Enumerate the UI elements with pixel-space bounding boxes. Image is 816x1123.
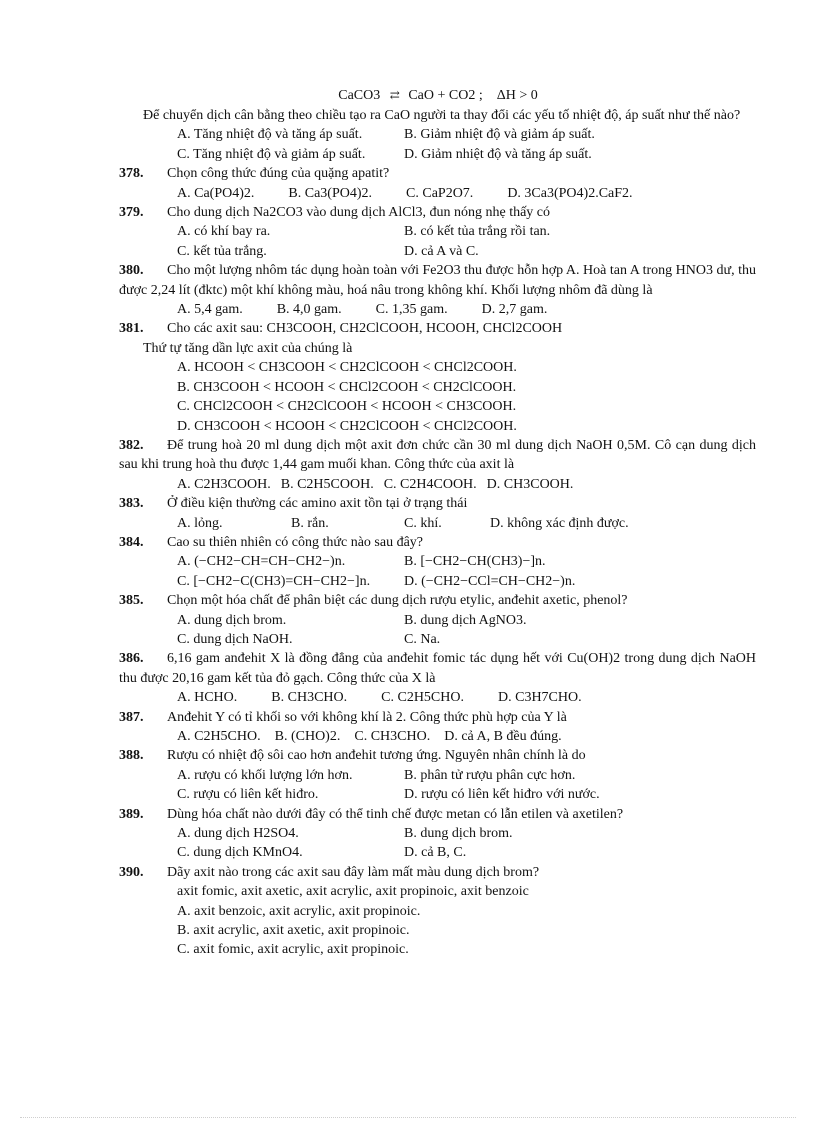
option-a: A. C2H3COOH. [177, 476, 271, 492]
question-text: Ở điều kiện thường các amino axit tồn tại ở trạng thái [167, 496, 468, 512]
options [177, 824, 756, 863]
options [177, 611, 756, 650]
option-a: A. rượu có khối lượng lớn hơn. [177, 767, 353, 783]
question-number: 382. [119, 437, 144, 453]
option-b: B. CH3CHO. [271, 690, 348, 706]
eq-lhs: CaCO3 [338, 88, 381, 103]
question-385 [119, 591, 756, 649]
option-d: D. C3H7CHO. [498, 690, 582, 706]
question-390 [119, 863, 756, 960]
question-382 [119, 436, 756, 494]
option-c: C. rượu có liên kết hiđro. [177, 787, 319, 803]
question-number: 387. [119, 709, 144, 725]
eq-dh: ΔH > 0 [496, 88, 538, 103]
option-a: A. (−CH2−CH=CH−CH2−)n. [177, 554, 346, 570]
question-number: 384. [119, 534, 144, 550]
question-number: 383. [119, 496, 144, 512]
question-377-body [143, 106, 756, 125]
option-d: D. CH3COOH < HCOOH < CH2ClCOOH < CHCl2COOH. [177, 418, 517, 434]
option-c: C. C2H5CHO. [381, 690, 464, 706]
option-d: D. CH3COOH. [486, 476, 574, 492]
option-b: B. (CHO)2. [274, 729, 341, 744]
option-a: A. HCOOH < CH3COOH < CH2ClCOOH < CHCl2COOH. [177, 360, 517, 376]
option-c: C. C2H4COOH. [383, 476, 477, 492]
question-text: Chọn công thức đúng của quặng apatit? [167, 166, 390, 182]
option-c: C. khí. [404, 515, 442, 531]
question-389 [119, 805, 756, 863]
question-text: 6,16 gam anđehit X là đồng đẳng của anđehit fomic tác dụng hết với Cu(OH)2 trong dung dịch NaOH thu được 20,16 gam kết tủa đỏ gạch. Công thức của X là [119, 651, 756, 686]
option-c: C. dung dịch KMnO4. [177, 845, 303, 861]
question-387 [119, 708, 756, 747]
question-text: Để chuyển dịch cân bằng theo chiều tạo ra CaO người ta thay đổi các yếu tố nhiệt độ, áp suất như thế nào? [143, 108, 741, 123]
question-text: Rượu có nhiệt độ sôi cao hơn anđehit tương ứng. Nguyên nhân chính là do [167, 748, 586, 764]
option-a: A. dung dịch H2SO4. [177, 826, 299, 842]
option-b: B. axit acrylic, axit axetic, axit propinoic. [177, 923, 410, 939]
page-bottom-divider [20, 1117, 796, 1118]
question-384 [119, 533, 756, 591]
option-d: C. Na. [404, 631, 441, 647]
equilibrium-equation [0, 86, 816, 106]
options [177, 222, 756, 261]
question-text: Cho dung dịch Na2CO3 vào dung dịch AlCl3, đun nóng nhẹ thấy có [167, 205, 551, 221]
question-383 [119, 494, 756, 533]
option-b: B. [−CH2−CH(CH3)−]n. [404, 554, 546, 570]
option-d: D. cả A và C. [404, 243, 479, 259]
option-a: A. axit benzoic, axit acrylic, axit propinoic. [177, 903, 421, 919]
option-c: C. CH3CHO. [354, 729, 431, 744]
option-c: C. axit fomic, axit acrylic, axit propinoic. [177, 942, 409, 958]
option-d: D. cả B, C. [404, 845, 467, 861]
question-text: Cho các axit sau: CH3COOH, CH2ClCOOH, HCOOH, CHCl2COOH [167, 321, 563, 337]
question-number: 378. [119, 166, 144, 182]
option-b: B. C2H5COOH. [280, 476, 374, 492]
question-text: Chọn một hóa chất để phân biệt các dung dịch rượu etylic, anđehit axetic, phenol? [167, 593, 628, 609]
question-text: Cao su thiên nhiên có công thức nào sau đây? [167, 534, 424, 550]
options [177, 514, 756, 533]
question-378 [119, 164, 756, 203]
option-a: A. Ca(PO4)2. [177, 185, 255, 201]
option-d: D. (−CH2−CCl=CH−CH2−)n. [404, 573, 576, 589]
option-b: B. dung dịch brom. [404, 826, 513, 842]
option-b: B. Giảm nhiệt độ và giảm áp suất. [404, 127, 595, 143]
options [177, 475, 756, 494]
option-c: C. CHCl2COOH < CH2ClCOOH < HCOOH < CH3COOH. [177, 399, 517, 415]
option-d: D. 2,7 gam. [481, 302, 548, 318]
question-number: 381. [119, 321, 144, 337]
options [177, 882, 756, 960]
question-number: 380. [119, 263, 144, 279]
equilibrium-arrows-icon: ⇄ [389, 88, 399, 102]
question-text: Dãy axit nào trong các axit sau đây làm mất màu dung dịch brom? [167, 864, 540, 880]
option-b: B. rắn. [291, 515, 329, 531]
option-c: C. kết tủa trắng. [177, 243, 267, 259]
eq-rhs: CaO + CO2 ; [408, 88, 483, 103]
question-number: 388. [119, 748, 144, 764]
option-a: A. C2H5CHO. [177, 729, 261, 744]
options [177, 688, 756, 707]
option-a: A. 5,4 gam. [177, 302, 243, 318]
options [177, 727, 756, 746]
option-d: D. cả A, B đều đúng. [444, 729, 562, 744]
option-a: A. HCHO. [177, 690, 238, 706]
question-text: Cho một lượng nhôm tác dụng hoàn toàn với Fe2O3 thu được hỗn hợp A. Hoà tan A trong HNO3 dư, thu được 2,24 lít (đktc) một khí không màu, hoá nâu trong không khí. Khối lượng nhôm đã dùng là [119, 263, 756, 298]
option-c: C. CaP2O7. [406, 185, 474, 201]
option-b: B. 4,0 gam. [276, 302, 342, 318]
question-386 [119, 649, 756, 707]
option-d: D. 3Ca3(PO4)2.CaF2. [507, 185, 633, 201]
option-c: C. Tăng nhiệt độ và giảm áp suất. [177, 146, 366, 162]
question-380 [119, 261, 756, 319]
question-number: 385. [119, 593, 144, 609]
options [177, 358, 756, 436]
option-b: B. Ca3(PO4)2. [288, 185, 373, 201]
question-388 [119, 746, 756, 804]
options [177, 552, 756, 591]
question-377-options [119, 125, 756, 164]
question-number: 390. [119, 864, 144, 880]
option-d: D. không xác định được. [490, 515, 629, 531]
question-text: Để trung hoà 20 ml dung dịch một axit đơn chức cần 30 ml dung dịch NaOH 0,5M. Cô cạn dung dịch sau khi trung hoà thu được 1,44 gam muối khan. Công thức của axit là [119, 437, 756, 473]
option-b: B. dung dịch AgNO3. [404, 612, 527, 628]
question-text: Anđehit Y có tỉ khối so với không khí là 2. Công thức phù hợp của Y là [167, 709, 567, 725]
option-c: C. dung dịch NaOH. [177, 631, 293, 647]
option-a: A. Tăng nhiệt độ và tăng áp suất. [177, 127, 363, 143]
option-a: A. lỏng. [177, 515, 223, 531]
option-a: A. có khí bay ra. [177, 224, 271, 240]
question-381 [119, 319, 756, 435]
option-a: A. dung dịch brom. [177, 612, 287, 628]
option-d: D. Giảm nhiệt độ và tăng áp suất. [404, 146, 592, 162]
options [177, 766, 756, 805]
option-c: C. [−CH2−C(CH3)=CH−CH2−]n. [177, 573, 371, 589]
question-text: Dùng hóa chất nào dưới đây có thể tinh chế được metan có lẫn etilen và axetilen? [167, 806, 624, 822]
options [177, 184, 756, 203]
question-subtext: Thứ tự tăng dần lực axit của chúng là [143, 340, 353, 356]
question-379 [119, 203, 756, 261]
question-subtext: axit fomic, axit axetic, axit acrylic, axit propinoic, axit benzoic [177, 884, 529, 900]
question-number: 379. [119, 205, 144, 221]
option-b: B. phân tử rượu phân cực hơn. [404, 767, 576, 783]
option-d: D. rượu có liên kết hiđro với nước. [404, 787, 600, 803]
options [177, 300, 756, 319]
option-c: C. 1,35 gam. [375, 302, 448, 318]
option-b: B. CH3COOH < HCOOH < CHCl2COOH < CH2ClCOOH. [177, 379, 517, 395]
question-number: 389. [119, 806, 144, 822]
question-number: 386. [119, 651, 144, 667]
option-b: B. có kết tủa trắng rồi tan. [404, 224, 551, 240]
document-page [0, 86, 816, 960]
options [177, 125, 756, 164]
